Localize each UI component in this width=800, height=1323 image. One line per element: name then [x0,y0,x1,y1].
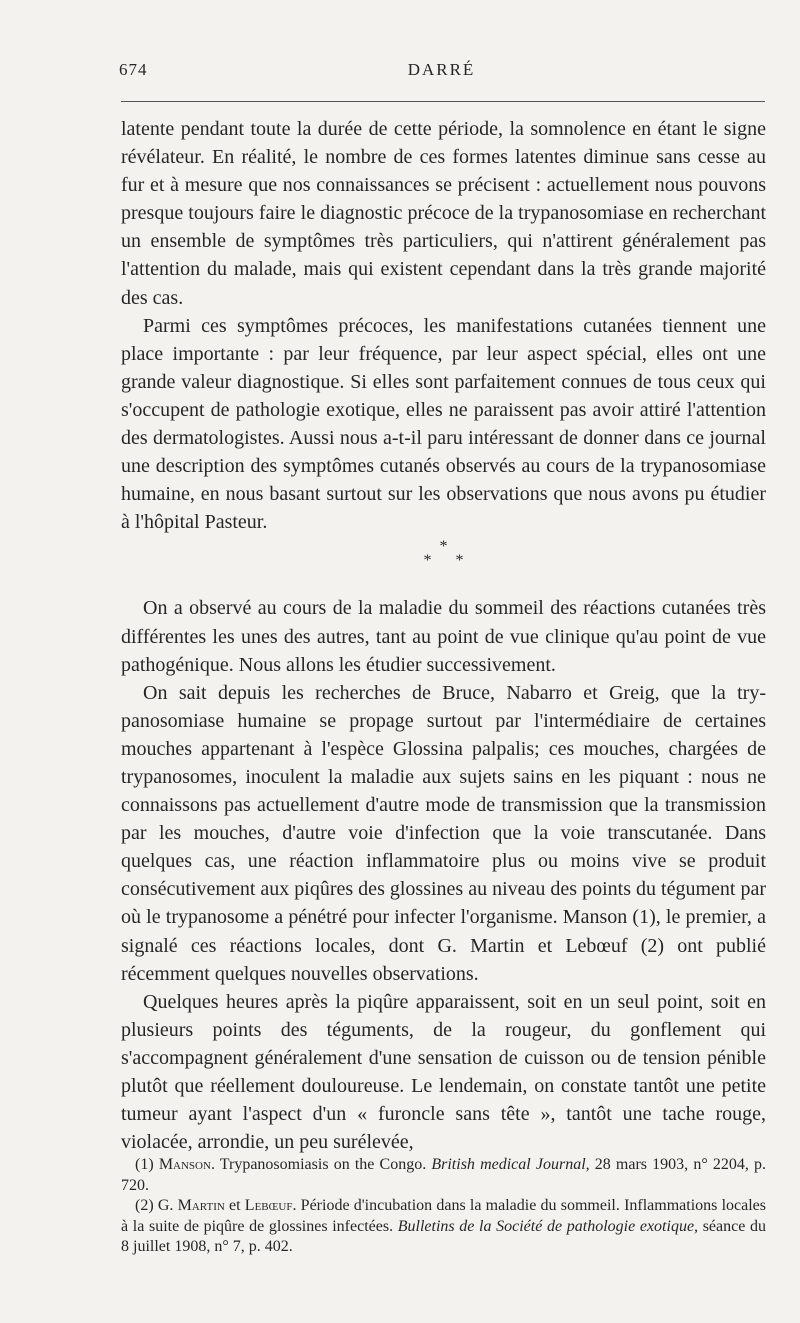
footnote-author: Martin [177,1197,225,1214]
footnote-2 [121,1196,766,1258]
header-rule [121,101,765,102]
footnote-connector: et [224,1197,245,1214]
paragraph: On sait depuis les recherches de Bruce, Nabarro et Greig, que la trypanosomiase humaine se propage surtout par l'intermédiaire de certaines mouches appartenant à l'espèce Glossina palpalis; ces mouches, chargées de trypanosomes, inoculent la maladie aux sujets sains en les piquant : nous ne connaissons pas actuellement d'autre mode de transmission que la transmission par les mouches, d'autre voie d'infection que la voie transcutanée. Dans quelques cas, une réaction inflammatoire plus ou moins vive se produit consécutivement aux piqûres des glossines au niveau des points du tégument par où le trypanosome a pénétré pour infecter l'organisme. Manson (1), le premier, a signalé ces réactions locales, dont G. Martin et Lebœuf (2) ont publié récemment quelques nouvelles observations. [121,681,766,985]
paragraph: Parmi ces symptômes précoces, les manifestations cutanées tiennent une place importante : par leur fréquence, par leur aspect spécial, elles ont une grande valeur diagnostique. Si elles sont parfaitement connues de tous ceux qui s'occupent de pathologie exotique, elles ne paraissent pas avoir attiré l'attention des dermatologistes. Aussi nous a-t-il paru intéressant de donner dans ce journal une description des symptômes cutanés observés au cours de la trypanosomiase humaine, en nous basant surtout sur les observations que nous avons pu étudier à l'hôpital Pasteur. [121,314,766,534]
footnote-details: séance du 8 juillet 1908, n° 7, p. 402. [121,1217,766,1255]
body-text [121,115,766,1156]
page-header [119,60,764,90]
page-number: 674 [119,60,148,79]
footnote-author: Lebœuf [244,1197,293,1214]
footnote-text: . Trypanosomiasis on the Congo. [210,1156,432,1173]
footnote-journal: Bulletins de la Société de pathologie exotique, [397,1217,699,1235]
separator-bottom: * * [423,552,474,570]
paragraph: latente pendant toute la durée de cette période, la somnolence en étant le signe révélateur. En réalité, le nombre de ces formes latentes diminue sans cesse au fur et à mesure que nos connaissances se précisent : actuellement nous pouvons presque toujours faire le diagnostic précoce de la trypanosomiase en recherchant un ensemble de symptômes très particuliers, qui n'attirent généralement pas l'attention du malade, mais qui existent cependant dans la très grande majorité des cas. [121,118,766,309]
paragraph: Quelques heures après la piqûre apparaissent, soit en un seul point, soit en plusieurs points des téguments, de la rougeur, du gonflement qui s'accompagnent généralement d'une sensation de cuisson ou de tension pénible plutôt que réellement douloureuse. Le lendemain, on constate tantôt une petite tumeur ayant l'aspect d'un « furoncle sans tête », tantôt une tache rouge, violacée, arrondie, un peu surélevée, [121,990,766,1154]
footnote-marker: (1) [135,1156,159,1173]
running-title: DARRÉ [407,60,476,79]
footnote-author: Manson [158,1156,211,1173]
paragraph: On a observé au cours de la maladie du sommeil des réactions cutanées très différentes les unes des autres, tant au point de vue clinique qu'au point de vue pathogénique. Nous allons les étudier successivement. [121,597,766,676]
footnote-text: . Période d'incubation dans la maladie du sommeil. Inflammations locales à la suite de piqûre de glossines infectées. [121,1197,767,1235]
separator-top: * [439,538,448,556]
footnote-marker: (2) G. [135,1197,178,1214]
footnote-journal: British medical Journal, [431,1156,590,1173]
footnotes [121,1155,766,1258]
footnote-details: 28 mars 1903, n° 2204, p. 720. [121,1156,767,1194]
footnote-1 [121,1155,766,1196]
section-separator [121,540,766,568]
